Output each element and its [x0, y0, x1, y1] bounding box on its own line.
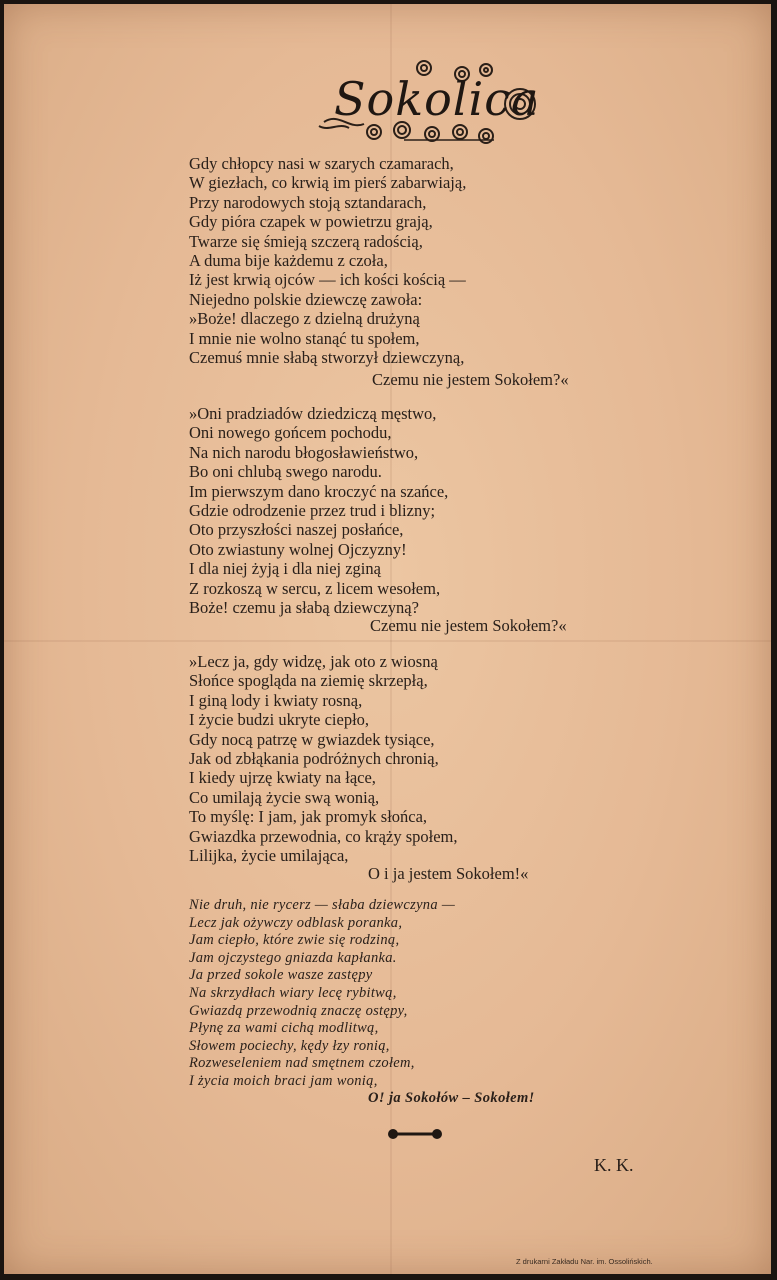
refrain-1: Czemu nie jestem Sokołem?« — [372, 370, 569, 389]
poem-line: Lilijka, życie umilająca, — [189, 845, 349, 865]
printer-imprint: Z drukarni Zakładu Nar. im. Ossolińskich. — [516, 1257, 653, 1266]
document-page — [4, 4, 771, 1274]
stanza-2 — [189, 404, 448, 617]
stanza-4 — [189, 897, 455, 1091]
poem-line: Twarze się śmieją szczerą radością, — [189, 231, 423, 251]
poem-line: Czemuś mnie słabą stworzył dziewczyną, — [189, 347, 465, 367]
poem-line: Lecz jak ożywczy odblask poranka, — [189, 914, 403, 931]
poem-line: Gdy chłopcy nasi w szarych czamarach, — [189, 154, 454, 173]
poem-line: Bo oni chlubą swego narodu. — [189, 462, 382, 482]
author-initials: K. K. — [594, 1155, 634, 1175]
paper-fold-horizontal — [4, 640, 771, 642]
poem-line: Im pierwszym dano kroczyć na szańce, — [189, 481, 449, 501]
poem-line: »Boże! dlaczego z dzielną drużyną — [189, 309, 420, 329]
poem-line: Niejedno polskie dziewczę zawoła: — [189, 289, 423, 309]
poem-line: Iż jest krwią ojców — ich kości kością — — [189, 270, 466, 290]
poem-line: I dla niej żyją i dla niej zginą — [189, 559, 381, 579]
poem-line: Nie druh, nie rycerz — słaba dziewczyna — — [189, 897, 456, 913]
poem-line: Gdy nocą patrzę w gwiazdek tysiące, — [189, 729, 435, 749]
refrain-3: O i ja jestem Sokołem!« — [368, 864, 529, 883]
poem-line: Oto przyszłości naszej posłańce, — [189, 520, 404, 540]
poem-line: Słońce spogląda na ziemię skrzepłą, — [189, 671, 428, 691]
poem-line: Gdy pióra czapek w powietrzu grają, — [189, 212, 433, 232]
poem-line: I życia moich braci jam wonią, — [189, 1072, 378, 1089]
refrain-4: O! ja Sokołów – Sokołem! — [368, 1090, 535, 1106]
divider-ornament — [387, 1127, 447, 1141]
poem-line: Gwiazdą przewodnią znaczę ostępy, — [189, 1002, 408, 1019]
poem-line: Jam ciepło, które zwie się rodziną, — [189, 932, 400, 949]
poem-line: Płynę za wami cichą modlitwą, — [189, 1020, 379, 1037]
poem-line: Z rozkoszą w sercu, z licem wesołem, — [189, 578, 441, 598]
poem-line: Oni nowego gońcem pochodu, — [189, 423, 392, 443]
poem-line: Słowem pociechy, kędy łzy ronią, — [189, 1037, 390, 1054]
stanza-1 — [189, 154, 466, 367]
refrain-2: Czemu nie jestem Sokołem?« — [370, 616, 567, 635]
poem-line: Rozweseleniem nad smętnem czołem, — [189, 1055, 415, 1072]
stanza-3 — [189, 652, 457, 865]
poem-line: Jak od zbłąkania podróżnych chronią, — [189, 748, 439, 768]
poem-line: Na nich narodu błogosławieństwo, — [189, 442, 419, 462]
poem-line: Gdzie odrodzenie przez trud i blizny; — [189, 500, 436, 520]
poem-line: Jam ojczystego gniazda kapłanka. — [189, 949, 397, 966]
poem-line: Oto zwiastuny wolnej Ojczyzny! — [189, 539, 407, 559]
poem-line: Gwiazdka przewodnia, co krąży społem, — [189, 826, 458, 846]
poem-line: W giezłach, co krwią im pierś zabarwiają, — [189, 173, 467, 193]
poem-title: Sokolica — [334, 72, 540, 126]
title-block — [304, 52, 554, 152]
poem-line: I giną lody i kwiaty rosną, — [189, 690, 363, 710]
poem-line: I życie budzi ukryte ciepło, — [189, 710, 370, 730]
poem-line: I mnie nie wolno stanąć tu społem, — [189, 328, 420, 348]
poem-line: »Lecz ja, gdy widzę, jak oto z wiosną — [189, 652, 438, 671]
poem-line: Ja przed sokole wasze zastępy — [189, 967, 373, 984]
poem-line: To myślę: I jam, jak promyk słońca, — [189, 807, 428, 827]
poem-line: Boże! czemu ja słabą dziewczyną? — [189, 597, 419, 617]
poem-line: Co umilają życie swą wonią, — [189, 787, 380, 807]
poem-line: I kiedy ujrzę kwiaty na łące, — [189, 768, 376, 788]
poem-line: Przy narodowych stoją sztandarach, — [189, 192, 427, 212]
poem-line: A duma bije każdemu z czoła, — [189, 250, 388, 270]
poem-line: »Oni pradziadów dziedziczą męstwo, — [189, 404, 437, 423]
poem-line: Na skrzydłach wiary lecę rybitwą, — [189, 984, 397, 1001]
